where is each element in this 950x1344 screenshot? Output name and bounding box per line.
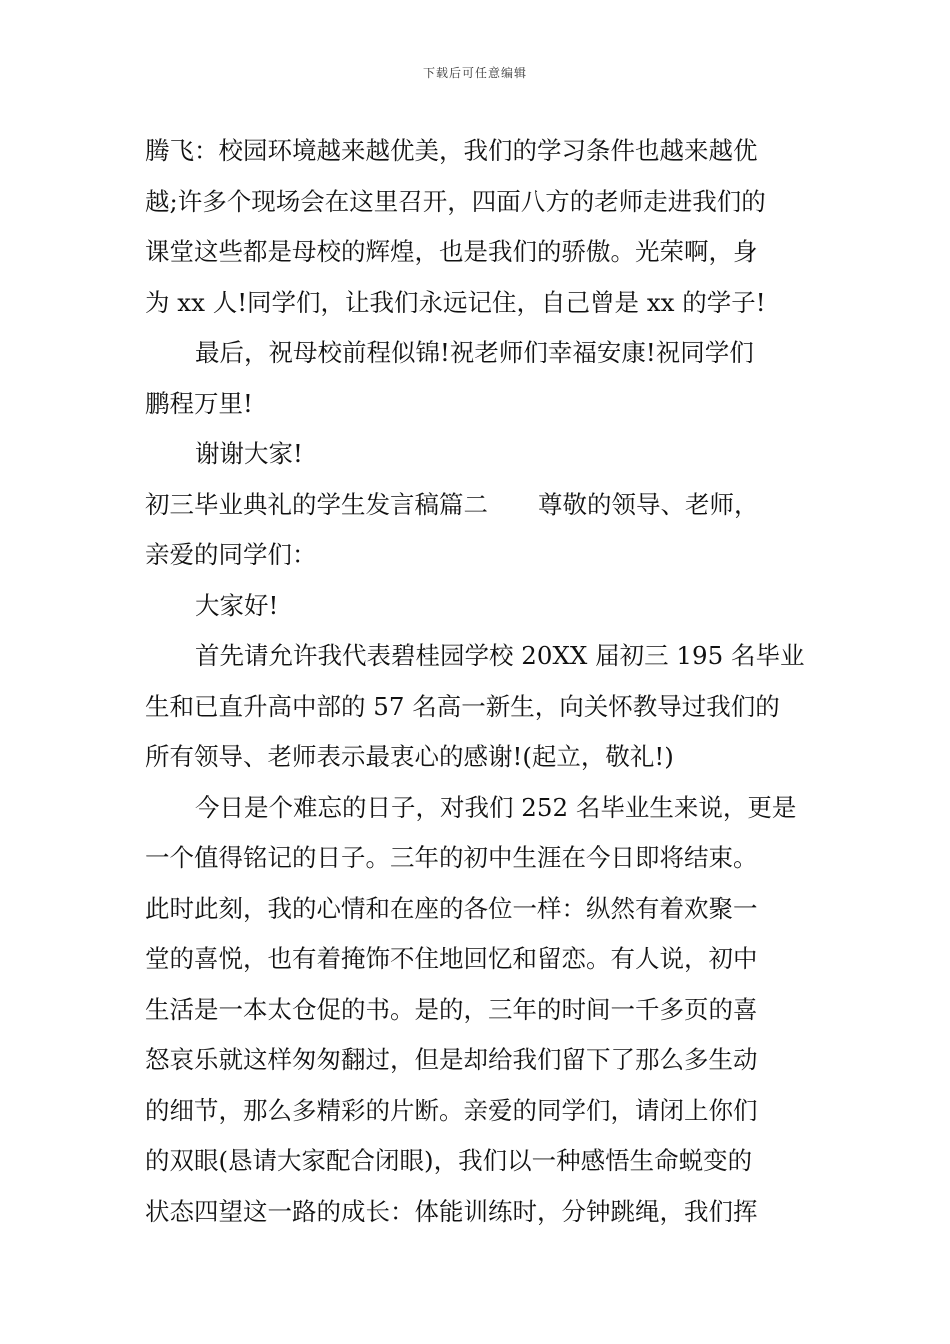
text-line: 腾飞：校园环境越来越优美，我们的学习条件也越来越优 [145, 136, 758, 165]
text-line: 状态四望这一路的成长：体能训练时，分钟跳绳，我们挥 [145, 1196, 758, 1226]
text-line: 为 xx 人!同学们，让我们永远记住，自己曾是 xx 的学子! [145, 287, 766, 317]
text-line: 的双眼(恳请大家配合闭眼)，我们以一种感悟生命蜕变的 [145, 1146, 753, 1175]
text-line: 越;许多个现场会在这里召开，四面八方的老师走进我们的 [145, 186, 766, 216]
text-line: 生活是一本太仓促的书。是的，三年的时间一千多页的喜 [145, 994, 758, 1024]
paragraph-start-line: 最后，祝母校前程似锦!祝老师们幸福安康!祝同学们 [195, 338, 754, 367]
text-line: 课堂这些都是母校的辉煌，也是我们的骄傲。光荣啊，身 [145, 237, 758, 266]
text-line: 一个值得铭记的日子。三年的初中生涯在今日即将结束。 [145, 843, 758, 872]
text-line: 所有领导、老师表示最衷心的感谢!(起立，敬礼!) [145, 742, 674, 771]
text-line: 生和已直升高中部的 57 名高一新生，向关怀教导过我们的 [145, 691, 780, 721]
section-title-line [145, 480, 815, 531]
page-header: 下载后可任意编辑 [422, 66, 527, 80]
paragraph-start-line: 首先请允许我代表碧桂园学校 20XX 届初三 195 名毕业 [195, 641, 805, 670]
text-line: 亲爱的同学们： [145, 540, 317, 569]
paragraph-start-line: 大家好! [195, 590, 279, 620]
salutation-text: 尊敬的领导、老师， [538, 489, 759, 519]
text-line: 堂的喜悦，也有着掩饰不住地回忆和留恋。有人说，初中 [145, 944, 758, 973]
text-line: 此时此刻，我的心情和在座的各位一样：纵然有着欢聚一 [145, 893, 758, 923]
paragraph-start-line: 谢谢大家! [195, 439, 303, 468]
text-line: 的细节，那么多精彩的片断。亲爱的同学们，请闭上你们 [145, 1095, 758, 1125]
document-body [145, 126, 815, 1237]
paragraph-start-line: 今日是个难忘的日子，对我们 252 名毕业生来说，更是 [195, 792, 797, 822]
text-line: 鹏程万里! [145, 388, 253, 418]
text-line: 怒哀乐就这样匆匆翻过，但是却给我们留下了那么多生动 [145, 1045, 758, 1074]
section-title: 初三毕业典礼的学生发言稿篇二 [145, 489, 488, 519]
